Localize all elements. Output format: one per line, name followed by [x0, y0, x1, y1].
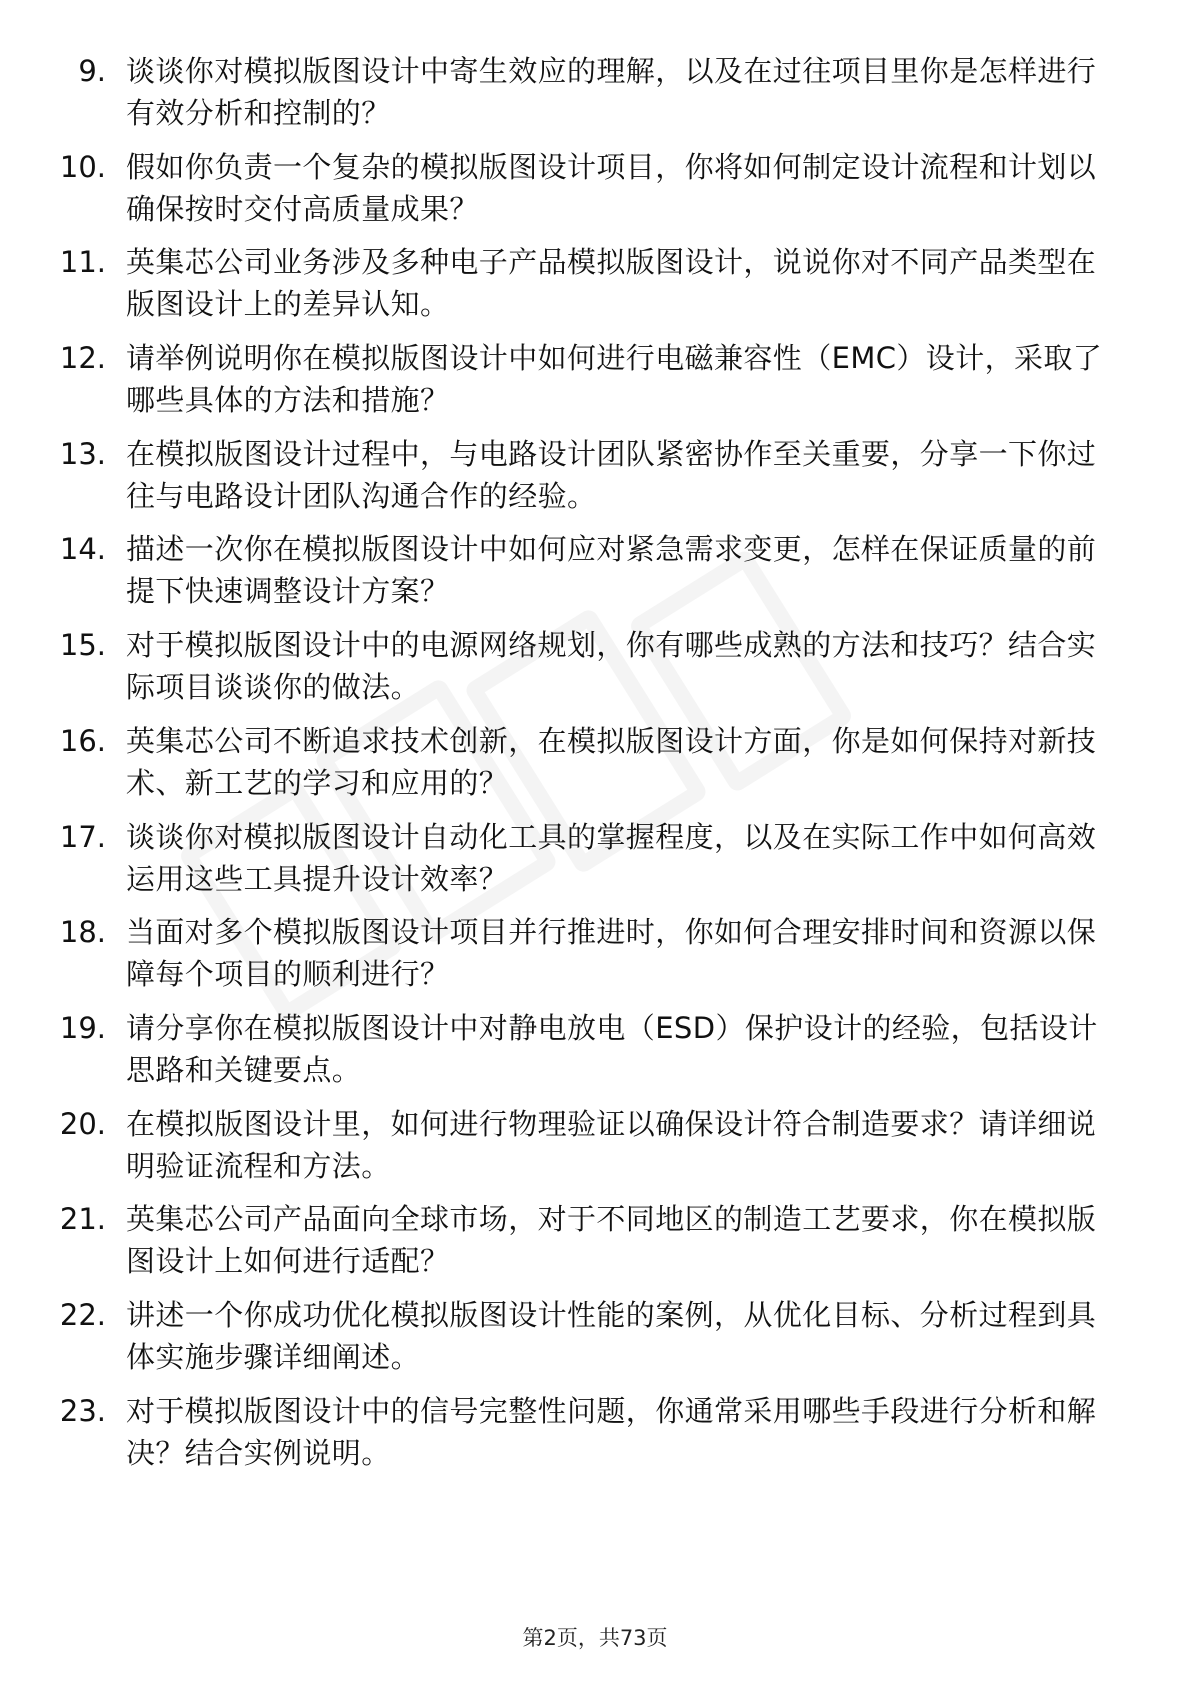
question-text: 请分享你在模拟版图设计中对静电放电（ESD）保护设计的经验，包括设计思路和关键要点。: [126, 1010, 1098, 1087]
question-item: [0, 911, 1190, 1007]
question-item: [0, 1007, 1190, 1103]
question-number: 23.: [59, 1393, 106, 1428]
question-text: 在模拟版图设计过程中，与电路设计团队紧密协作至关重要，分享一下你过往与电路设计团队沟通合作的经验。: [126, 436, 1097, 513]
question-text: 讲述一个你成功优化模拟版图设计性能的案例，从优化目标、分析过程到具体实施步骤详细阐述。: [126, 1297, 1097, 1374]
question-text: 对于模拟版图设计中的电源网络规划，你有哪些成熟的方法和技巧？结合实际项目谈谈你的做法。: [126, 628, 1097, 705]
question-number: 22.: [59, 1297, 106, 1332]
question-item: [0, 720, 1190, 816]
question-number: 19.: [59, 1010, 106, 1045]
question-text: 谈谈你对模拟版图设计中寄生效应的理解，以及在过往项目里你是怎样进行有效分析和控制的？: [126, 54, 1097, 130]
question-item: [0, 1390, 1190, 1486]
page-footer: [0, 1622, 1190, 1652]
question-text: 描述一次你在模拟版图设计中如何应对紧急需求变更，怎样在保证质量的前提下快速调整设计方案？: [126, 532, 1097, 609]
question-number: 20.: [59, 1106, 106, 1141]
question-list: [0, 50, 1190, 1485]
question-text: 英集芯公司产品面向全球市场，对于不同地区的制造工艺要求，你在模拟版图设计上如何进行适配？: [126, 1202, 1097, 1279]
question-item: [0, 816, 1190, 912]
question-number: 13.: [59, 436, 106, 471]
question-text: 英集芯公司不断追求技术创新，在模拟版图设计方面，你是如何保持对新技术、新工艺的学习和应用的？: [126, 723, 1097, 800]
question-item: [0, 433, 1190, 529]
question-text: 当面对多个模拟版图设计项目并行推进时，你如何合理安排时间和资源以保障每个项目的顺利进行？: [126, 915, 1097, 992]
question-text: 英集芯公司业务涉及多种电子产品模拟版图设计，说说你对不同产品类型在版图设计上的差异认知。: [126, 245, 1097, 322]
question-number: 9.: [78, 54, 106, 88]
question-number: 15.: [59, 628, 106, 663]
question-text: 假如你负责一个复杂的模拟版图设计项目，你将如何制定设计流程和计划以确保按时交付高质量成果？: [126, 149, 1097, 226]
question-number: 11.: [59, 245, 106, 280]
question-text: 请举例说明你在模拟版图设计中如何进行电磁兼容性（EMC）设计，采取了哪些具体的方法和措施？: [126, 341, 1103, 418]
question-item: [0, 146, 1190, 242]
question-item: [0, 337, 1190, 433]
question-item: [0, 1103, 1190, 1199]
question-text: 对于模拟版图设计中的信号完整性问题，你通常采用哪些手段进行分析和解决？结合实例说明。: [126, 1393, 1097, 1470]
question-number: 14.: [59, 532, 106, 567]
question-number: 16.: [59, 723, 106, 758]
page-number-label: 第2页，共73页: [522, 1626, 668, 1650]
question-item: [0, 1198, 1190, 1294]
question-number: 18.: [59, 915, 106, 950]
question-number: 12.: [59, 341, 106, 376]
question-item: [0, 1294, 1190, 1390]
question-number: 21.: [59, 1202, 106, 1237]
question-item: [0, 241, 1190, 337]
question-number: 10.: [59, 149, 106, 184]
question-text: 在模拟版图设计里，如何进行物理验证以确保设计符合制造要求？请详细说明验证流程和方法。: [126, 1106, 1097, 1183]
question-item: [0, 528, 1190, 624]
question-item: [0, 624, 1190, 720]
question-item: [0, 50, 1190, 146]
question-number: 17.: [59, 819, 106, 854]
question-text: 谈谈你对模拟版图设计自动化工具的掌握程度，以及在实际工作中如何高效运用这些工具提升设计效率？: [126, 819, 1097, 896]
